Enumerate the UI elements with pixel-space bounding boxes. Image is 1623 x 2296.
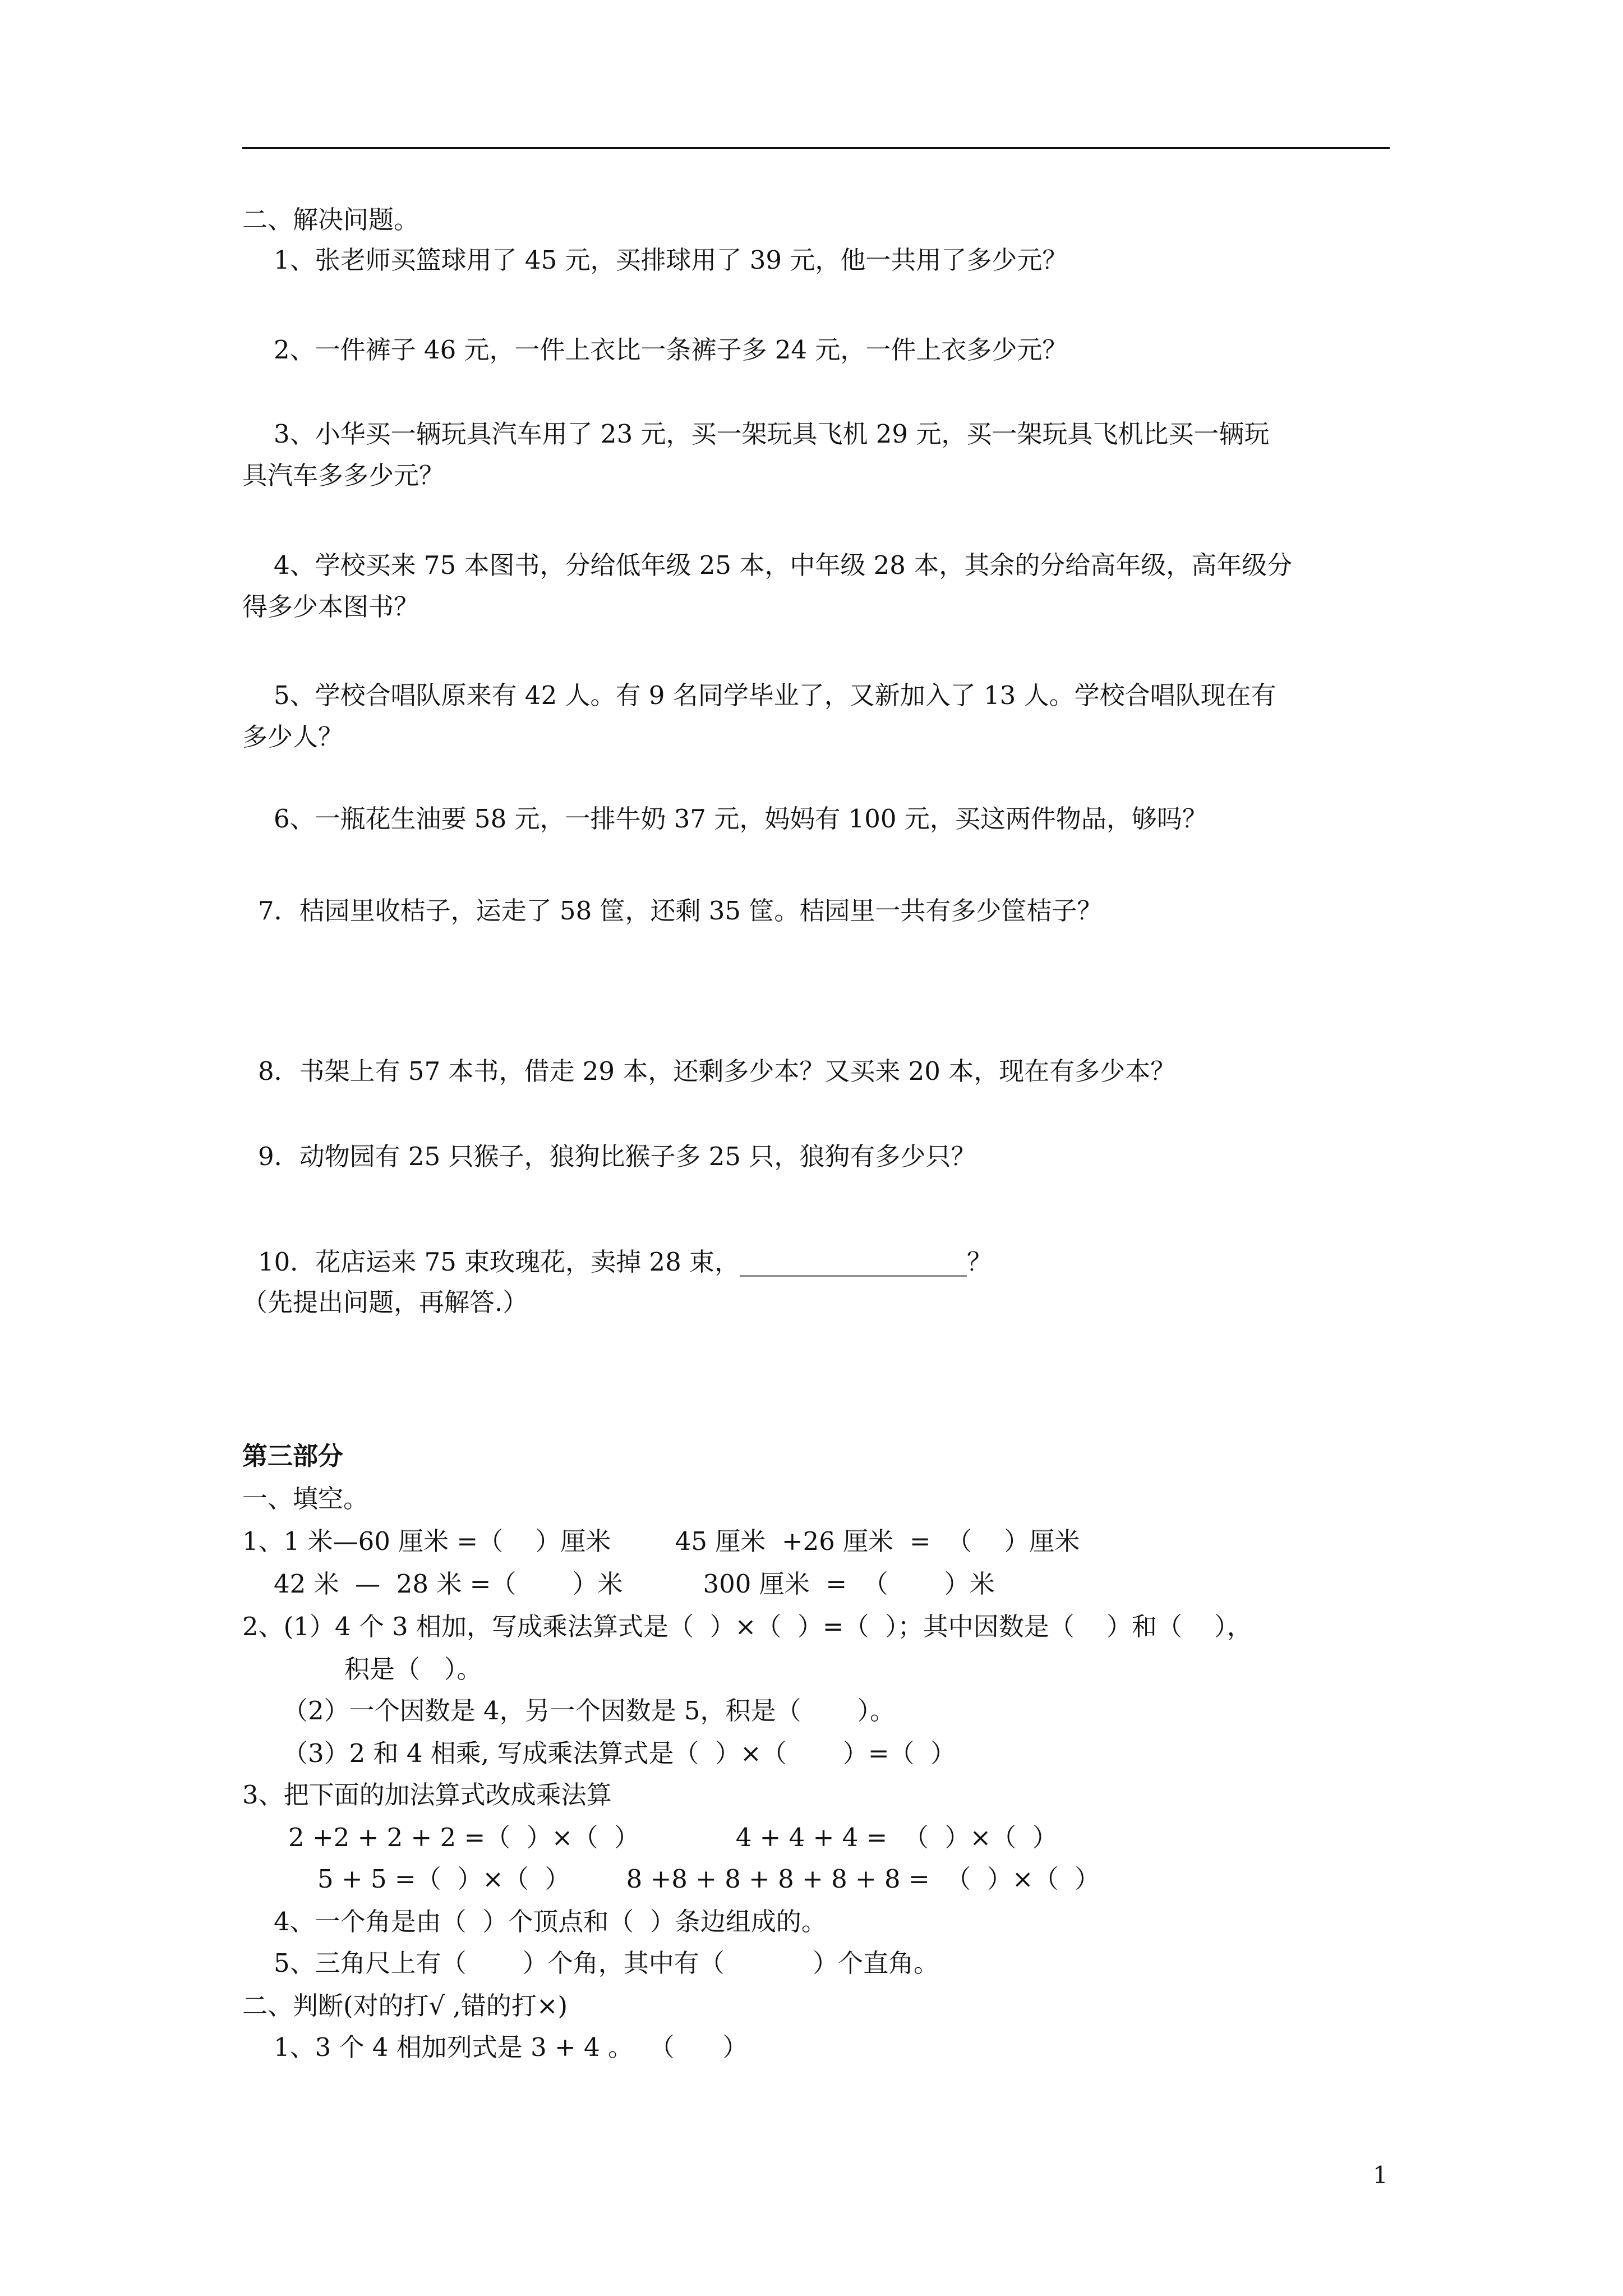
question-8: 8．书架上有 57 本书，借走 29 本，还剩多少本？又买来 20 本，现在有多少本？	[258, 1056, 1176, 1086]
fill-2-line-1: 2、(1）4 个 3 相加，写成乘法算式是（ ）×（ ）=（ ）；其中因数是（ ）和（ ），	[242, 1612, 1252, 1641]
question-1: 1、张老师买篮球用了 45 元，买排球用了 39 元，他一共用了多少元？	[274, 245, 1068, 275]
fill-heading: 一、填空。	[242, 1484, 369, 1513]
question-2: 2、一件裤子 46 元，一件上衣比一条裤子多 24 元，一件上衣多少元？	[274, 335, 1068, 365]
fill-3-heading: 3、把下面的加法算式改成乘法算	[242, 1780, 612, 1810]
question-5-line-1: 5、学校合唱队原来有 42 人。有 9 名同学毕业了，又新加入了 13 人。学校合唱队现在有	[274, 680, 1276, 710]
fill-1-line-1: 1、1 米—60 厘米 =（ ）厘米 45 厘米 +26 厘米 = （ ）厘米	[242, 1526, 1080, 1556]
question-6: 6、一瓶花生油要 58 元，一排牛奶 37 元，妈妈有 100 元，买这两件物品，够吗？	[274, 804, 1207, 834]
page-number: 1	[1373, 2161, 1388, 2189]
question-5-line-2: 多少人？	[242, 722, 344, 752]
question-3-line-2: 具汽车多多少元？	[242, 461, 445, 490]
fill-4: 4、一个角是由（ ）个顶点和（ ）条边组成的。	[274, 1907, 827, 1936]
section-heading: 二、解决问题。	[242, 205, 419, 234]
fill-1-line-2: 42 米 — 28 米 =（ ）米 300 厘米 = （ ）米	[274, 1569, 995, 1599]
header-rule	[242, 147, 1390, 149]
judge-heading: 二、判断(对的打√ ,错的打×)	[242, 1991, 568, 2021]
question-10-note: （先提出问题，再解答.）	[242, 1287, 528, 1317]
question-4-line-2: 得多少本图书？	[242, 592, 419, 622]
question-7: 7．桔园里收桔子，运走了 58 筐，还剩 35 筐。桔园里一共有多少筐桔子？	[258, 896, 1103, 926]
fill-3-line-1: 2 +2 + 2 + 2 =（ ）×（ ） 4 + 4 + 4 = （ ）×（ ）	[288, 1823, 1058, 1852]
fill-5: 5、三角尺上有（ ）个角，其中有（ ）个直角。	[274, 1948, 939, 1978]
question-4-line-1: 4、学校买来 75 本图书，分给低年级 25 本，中年级 28 本，其余的分给高年级，高年级分	[274, 550, 1293, 580]
question-9: 9．动物园有 25 只猴子，狼狗比猴子多 25 只，狼狗有多少只？	[258, 1142, 976, 1171]
question-3-line-1: 3、小华买一辆玩具汽车用了 23 元，买一架玩具飞机 29 元，买一架玩具飞机比买一辆玩	[274, 419, 1270, 449]
judge-1: 1、3 个 4 相加列式是 3 + 4 。 （ ）	[274, 2032, 748, 2062]
fill-3-line-2: 5 + 5 =（ ）×（ ） 8 +8 + 8 + 8 + 8 + 8 = （ ）×（ ）	[317, 1864, 1100, 1894]
fill-2-line-2: 积是（ ）。	[344, 1654, 482, 1684]
part-title: 第三部分	[242, 1441, 344, 1471]
fill-2-line-3: （2）一个因数是 4，另一个因数是 5，积是（ ）。	[283, 1696, 896, 1726]
question-10: 10．花店运来 75 束玫瑰花，卖掉 28 束，__________________？	[258, 1247, 993, 1277]
fill-2-line-4: （3）2 和 4 相乘, 写成乘法算式是（ ）×（ ）=（ ）	[283, 1738, 956, 1768]
